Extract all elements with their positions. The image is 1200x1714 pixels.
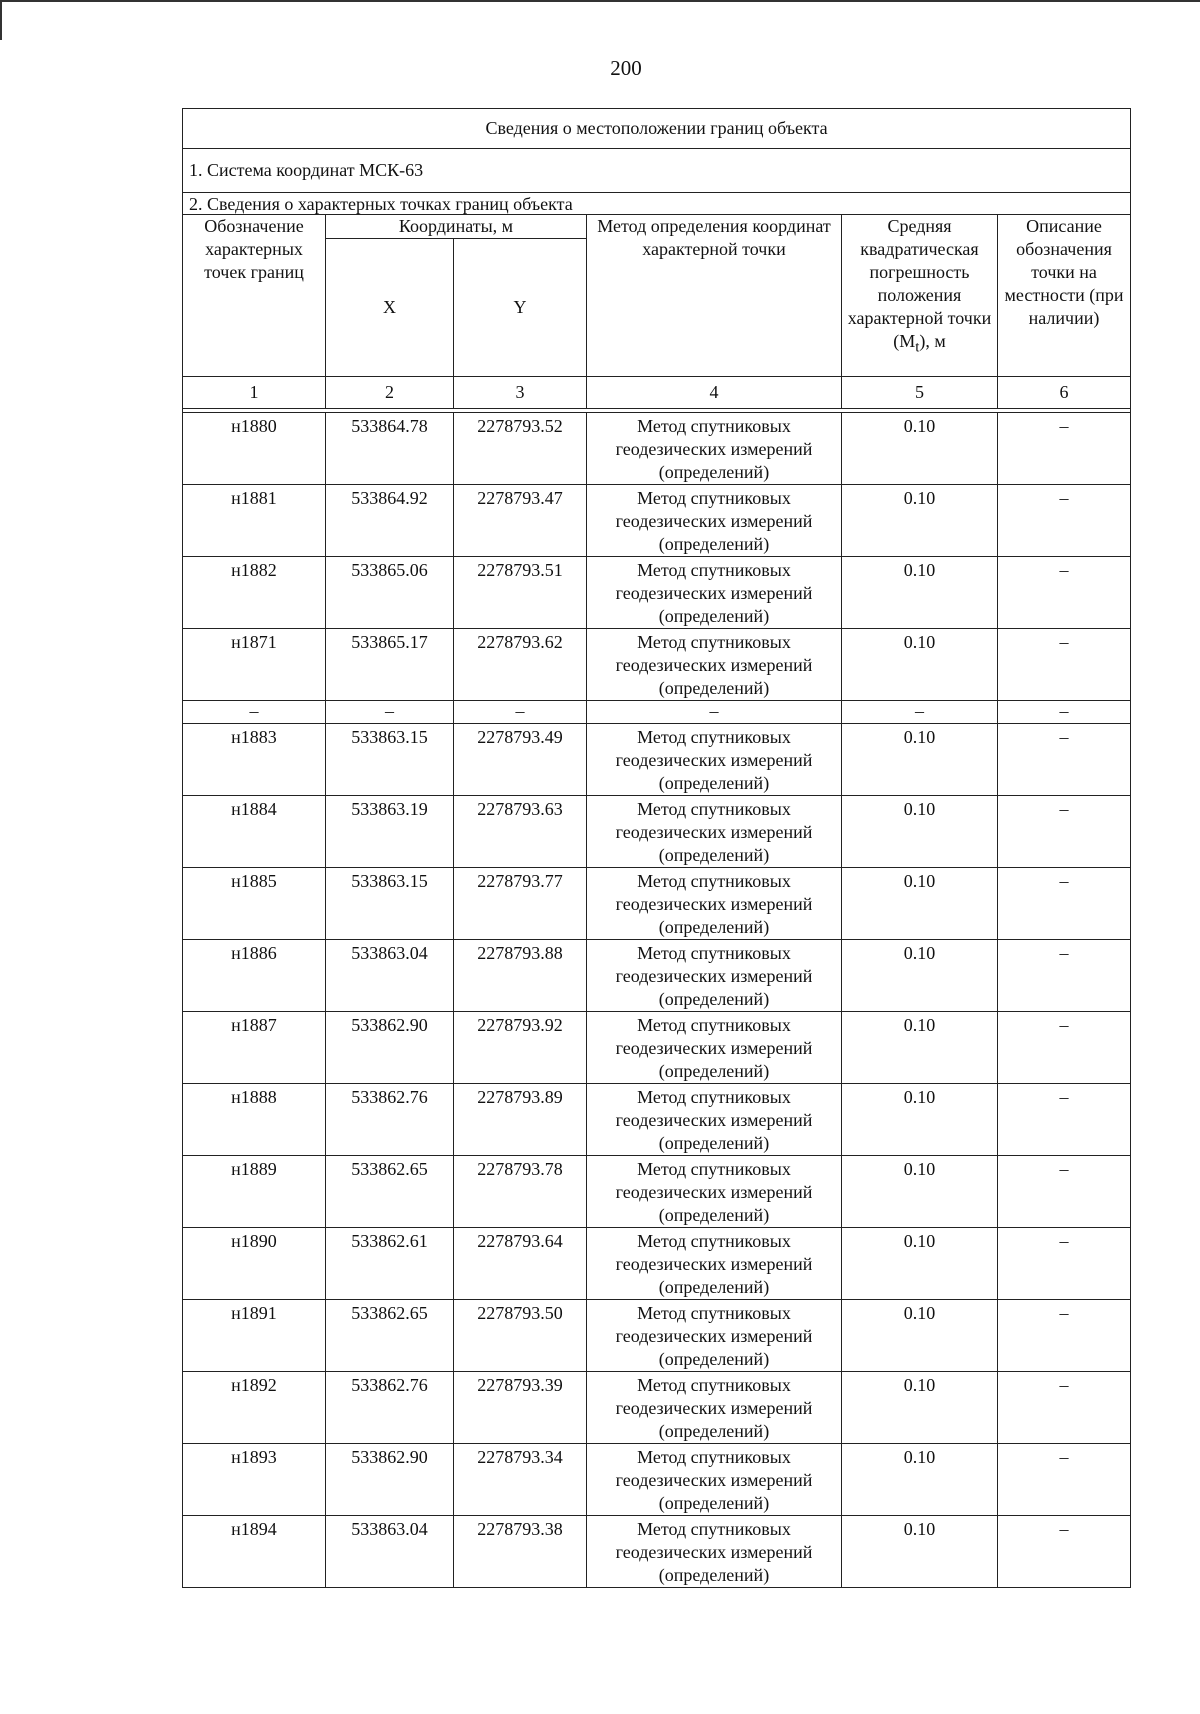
description: –: [998, 1516, 1131, 1588]
method: Метод спутниковых геодезических измерений (определений): [587, 1012, 842, 1084]
method: Метод спутниковых геодезических измерений (определений): [587, 557, 842, 629]
accuracy: 0.10: [842, 724, 998, 796]
method: Метод спутниковых геодезических измерений (определений): [587, 796, 842, 868]
coord-x: 533862.76: [326, 1372, 454, 1444]
page-number: 200: [610, 56, 642, 80]
method: Метод спутниковых геодезических измерений (определений): [587, 1228, 842, 1300]
accuracy: 0.10: [842, 1300, 998, 1372]
column-index: 2: [326, 377, 454, 409]
method: Метод спутниковых геодезических измерений (определений): [587, 940, 842, 1012]
description: –: [998, 796, 1131, 868]
point-id: н1885: [183, 868, 326, 940]
accuracy: 0.10: [842, 1156, 998, 1228]
coord-y: 2278793.78: [454, 1156, 587, 1228]
table-row: [183, 724, 1131, 796]
point-id: н1881: [183, 485, 326, 557]
column-index: 1: [183, 377, 326, 409]
accuracy: 0.10: [842, 629, 998, 701]
method: Метод спутниковых геодезических измерений (определений): [587, 413, 842, 485]
header-coordinates: Координаты, м: [326, 215, 587, 239]
accuracy: 0.10: [842, 485, 998, 557]
coord-y: 2278793.92: [454, 1012, 587, 1084]
coord-x: 533862.65: [326, 1156, 454, 1228]
coord-y: 2278793.51: [454, 557, 587, 629]
table-row: [183, 1012, 1131, 1084]
coord-y: 2278793.89: [454, 1084, 587, 1156]
table-row: [183, 1084, 1131, 1156]
description: –: [998, 485, 1131, 557]
point-id: н1889: [183, 1156, 326, 1228]
separator-cell: –: [183, 701, 326, 724]
table-row: [183, 413, 1131, 485]
separator-cell: –: [842, 701, 998, 724]
coord-y: 2278793.47: [454, 485, 587, 557]
method: Метод спутниковых геодезических измерений (определений): [587, 485, 842, 557]
point-id: н1891: [183, 1300, 326, 1372]
separator-row: [183, 701, 1131, 724]
description: –: [998, 1372, 1131, 1444]
coord-x: 533862.65: [326, 1300, 454, 1372]
description: –: [998, 868, 1131, 940]
coord-y: 2278793.38: [454, 1516, 587, 1588]
coord-y: 2278793.88: [454, 940, 587, 1012]
accuracy: 0.10: [842, 1228, 998, 1300]
column-index: 6: [998, 377, 1131, 409]
point-id: н1890: [183, 1228, 326, 1300]
left-border-line: [0, 0, 2, 40]
accuracy: 0.10: [842, 557, 998, 629]
accuracy: 0.10: [842, 1012, 998, 1084]
column-index: 4: [587, 377, 842, 409]
description: –: [998, 1156, 1131, 1228]
coord-x: 533864.78: [326, 413, 454, 485]
description: –: [998, 1228, 1131, 1300]
coord-y: 2278793.52: [454, 413, 587, 485]
description: –: [998, 1300, 1131, 1372]
point-id: н1871: [183, 629, 326, 701]
table-row: [183, 1228, 1131, 1300]
method: Метод спутниковых геодезических измерений (определений): [587, 1444, 842, 1516]
point-id: н1886: [183, 940, 326, 1012]
coord-y: 2278793.49: [454, 724, 587, 796]
accuracy: 0.10: [842, 796, 998, 868]
coord-x: 533862.90: [326, 1012, 454, 1084]
coord-x: 533863.19: [326, 796, 454, 868]
coordinate-system: 1. Система координат МСК-63: [183, 149, 1131, 193]
point-id: н1887: [183, 1012, 326, 1084]
method: Метод спутниковых геодезических измерений (определений): [587, 1084, 842, 1156]
accuracy: 0.10: [842, 1516, 998, 1588]
separator-cell: –: [998, 701, 1131, 724]
table-row: [183, 940, 1131, 1012]
table-row: [183, 1372, 1131, 1444]
table-row: [183, 1156, 1131, 1228]
coord-y: 2278793.50: [454, 1300, 587, 1372]
table-row: [183, 1516, 1131, 1588]
description: –: [998, 557, 1131, 629]
header-y: Y: [454, 239, 587, 377]
description: –: [998, 724, 1131, 796]
header-point-designation: Обозначение характерных точек границ: [183, 215, 326, 377]
method: Метод спутниковых геодезических измерений (определений): [587, 1516, 842, 1588]
table-row: [183, 557, 1131, 629]
coord-y: 2278793.63: [454, 796, 587, 868]
method: Метод спутниковых геодезических измерений (определений): [587, 1300, 842, 1372]
column-index: 3: [454, 377, 587, 409]
coord-x: 533863.15: [326, 724, 454, 796]
header-x: X: [326, 239, 454, 377]
table-row: [183, 1444, 1131, 1516]
accuracy: 0.10: [842, 413, 998, 485]
coord-x: 533863.15: [326, 868, 454, 940]
coord-y: 2278793.62: [454, 629, 587, 701]
accuracy: 0.10: [842, 940, 998, 1012]
description: –: [998, 413, 1131, 485]
table-title: Сведения о местоположении границ объекта: [183, 109, 1131, 149]
coord-x: 533864.92: [326, 485, 454, 557]
header-method: Метод определения координат характерной точки: [587, 215, 842, 377]
point-id: н1893: [183, 1444, 326, 1516]
section-heading: 2. Сведения о характерных точках границ объекта: [183, 193, 1131, 215]
method: Метод спутниковых геодезических измерений (определений): [587, 724, 842, 796]
point-id: н1888: [183, 1084, 326, 1156]
table-row: [183, 485, 1131, 557]
coord-x: 533862.76: [326, 1084, 454, 1156]
method: Метод спутниковых геодезических измерений (определений): [587, 1156, 842, 1228]
coord-y: 2278793.64: [454, 1228, 587, 1300]
coord-y: 2278793.39: [454, 1372, 587, 1444]
accuracy: 0.10: [842, 868, 998, 940]
point-id: н1894: [183, 1516, 326, 1588]
accuracy: 0.10: [842, 1444, 998, 1516]
description: –: [998, 1444, 1131, 1516]
column-index: 5: [842, 377, 998, 409]
coord-x: 533862.61: [326, 1228, 454, 1300]
separator-cell: –: [587, 701, 842, 724]
coord-x: 533865.17: [326, 629, 454, 701]
method: Метод спутниковых геодезических измерений (определений): [587, 629, 842, 701]
coord-x: 533862.90: [326, 1444, 454, 1516]
point-id: н1883: [183, 724, 326, 796]
point-id: н1882: [183, 557, 326, 629]
separator-cell: –: [326, 701, 454, 724]
accuracy: 0.10: [842, 1084, 998, 1156]
coord-x: 533865.06: [326, 557, 454, 629]
description: –: [998, 1084, 1131, 1156]
table-row: [183, 796, 1131, 868]
coord-y: 2278793.77: [454, 868, 587, 940]
point-id: н1884: [183, 796, 326, 868]
table-row: [183, 868, 1131, 940]
table-row: [183, 1300, 1131, 1372]
description: –: [998, 940, 1131, 1012]
header-accuracy: Средняя квадратическая погрешность положения характерной точки $(M_t)$, м: [842, 215, 998, 377]
header-description: Описание обозначения точки на местности (при наличии): [998, 215, 1131, 377]
coord-x: 533863.04: [326, 1516, 454, 1588]
point-id: н1880: [183, 413, 326, 485]
method: Метод спутниковых геодезических измерений (определений): [587, 868, 842, 940]
method: Метод спутниковых геодезических измерений (определений): [587, 1372, 842, 1444]
separator-cell: –: [454, 701, 587, 724]
accuracy: 0.10: [842, 1372, 998, 1444]
point-id: н1892: [183, 1372, 326, 1444]
description: –: [998, 1012, 1131, 1084]
coord-x: 533863.04: [326, 940, 454, 1012]
coord-y: 2278793.34: [454, 1444, 587, 1516]
boundary-points-table: [182, 108, 1131, 1588]
table-row: [183, 629, 1131, 701]
top-border-line: [0, 0, 1200, 2]
description: –: [998, 629, 1131, 701]
